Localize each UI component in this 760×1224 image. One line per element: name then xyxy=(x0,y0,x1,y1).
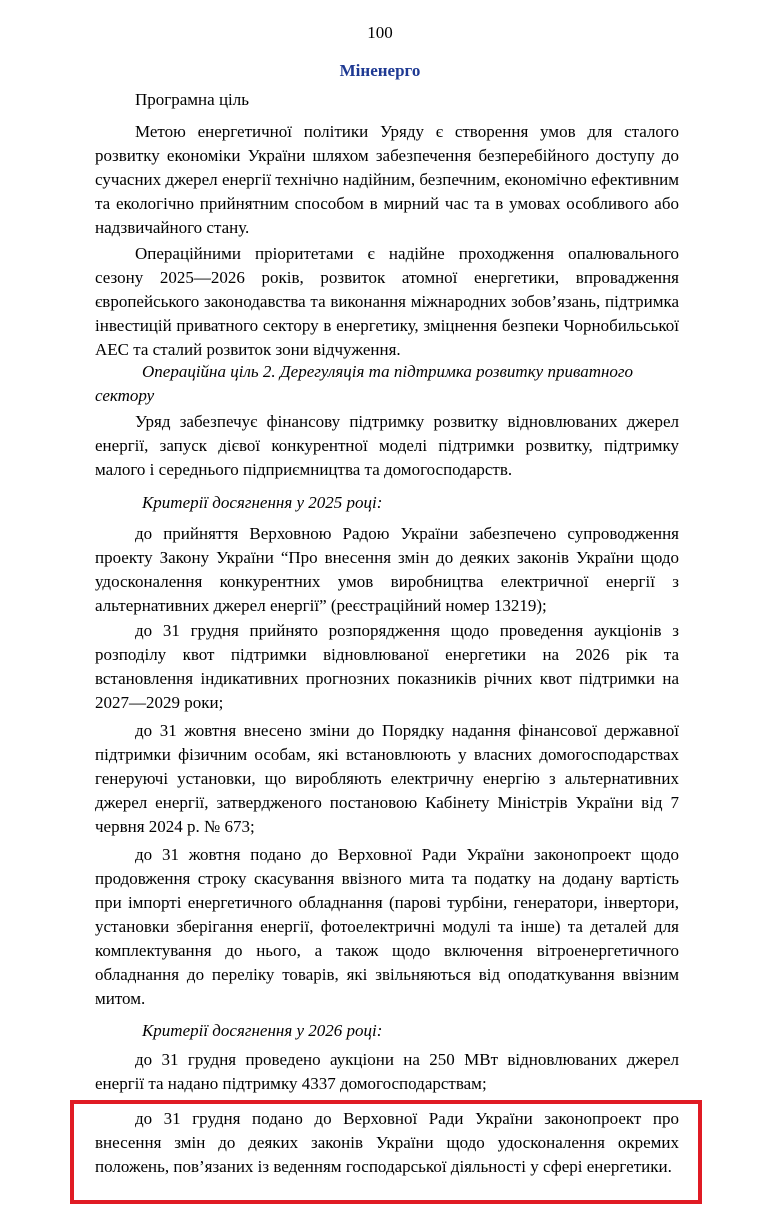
operational-goal-heading: Операційна ціль 2. Дерегуляція та підтримка розвитку приватного сектору xyxy=(95,362,634,405)
criterion-2026-2: до 31 грудня подано до Верховної Ради України законопроект про внесення змін до деяких законів України щодо удосконалення окремих положень, пов’язаних із веденням господарської діяльності у сфері енергетики. xyxy=(95,1109,679,1176)
criterion-2026-1: до 31 грудня проведено аукціони на 250 МВт відновлюваних джерел енергії та надано підтримку 4337 домогосподарствам; xyxy=(95,1050,679,1093)
ministry-title: Міненерго xyxy=(339,61,421,80)
criteria-2025-heading: Критерії досягнення у 2025 році: xyxy=(142,493,383,512)
paragraph-support: Уряд забезпечує фінансову підтримку розвитку відновлюваних джерел енергії, запуск дієвої конкурентної моделі підтримки розвитку, підтримку малого і середнього підприємництва та домогосподарств. xyxy=(95,412,679,479)
program-goal-label: Програмна ціль xyxy=(135,90,250,109)
criterion-2025-2: до 31 грудня прийнято розпорядження щодо проведення аукціонів з розподілу квот підтримки відновлюваної енергетики на 2026 рік та встановлення індикативних прогнозних показників річних квот підтримки на 2027—2029 роки; xyxy=(95,621,679,712)
criterion-2025-1: до прийняття Верховною Радою України забезпечено супроводження проекту Закону України “Про внесення змін до деяких законів України щодо удосконалення конкурентних умов виробництва електричної енергії з альтернативних джерел енергії” (реєстраційний номер 13219); xyxy=(95,524,679,615)
criterion-2025-3: до 31 жовтня внесено зміни до Порядку надання фінансової державної підтримки фізичним особам, які встановлюють у власних домогосподарствах генеруючі установки, що виробляють електричну енергію з альтернативних джерел енергії, затвердженого постановою Кабінету Міністрів України від 7 червня 2024 р. № 673; xyxy=(95,721,679,836)
criterion-2025-4: до 31 жовтня подано до Верховної Ради України законопроект щодо продовження строку скасування ввізного мита та податку на додану вартість при імпорті енергетичного обладнання (парові турбіни, генератори, інвертори, установки зберігання енергії, фотоелектричні модулі та інше) та деталей для комплектування до нього, а також щодо включення вітроенергетичного обладнання до переліку товарів, які звільняються від оподаткування ввізним митом. xyxy=(95,845,679,1008)
page-number: 100 xyxy=(367,23,393,42)
criteria-2026-heading: Критерії досягнення у 2026 році: xyxy=(142,1021,383,1040)
paragraph-priorities: Операційними пріоритетами є надійне проходження опалювального сезону 2025—2026 років, розвиток атомної енергетики, впровадження європейського законодавства та виконання міжнародних зобов’язань, підтримка інвестицій приватного сектору в енергетику, зміцнення безпеки Чорнобильської АЕС та сталий розвиток зони відчуження. xyxy=(95,244,679,359)
paragraph-goal: Метою енергетичної політики Уряду є створення умов для сталого розвитку економіки України шляхом забезпечення безперебійного доступу до сучасних джерел енергії технічно надійним, безпечним, економічно ефективним та екологічно прийнятним способом в мирний час та в умовах особливого або надзвичайного стану. xyxy=(95,122,679,237)
